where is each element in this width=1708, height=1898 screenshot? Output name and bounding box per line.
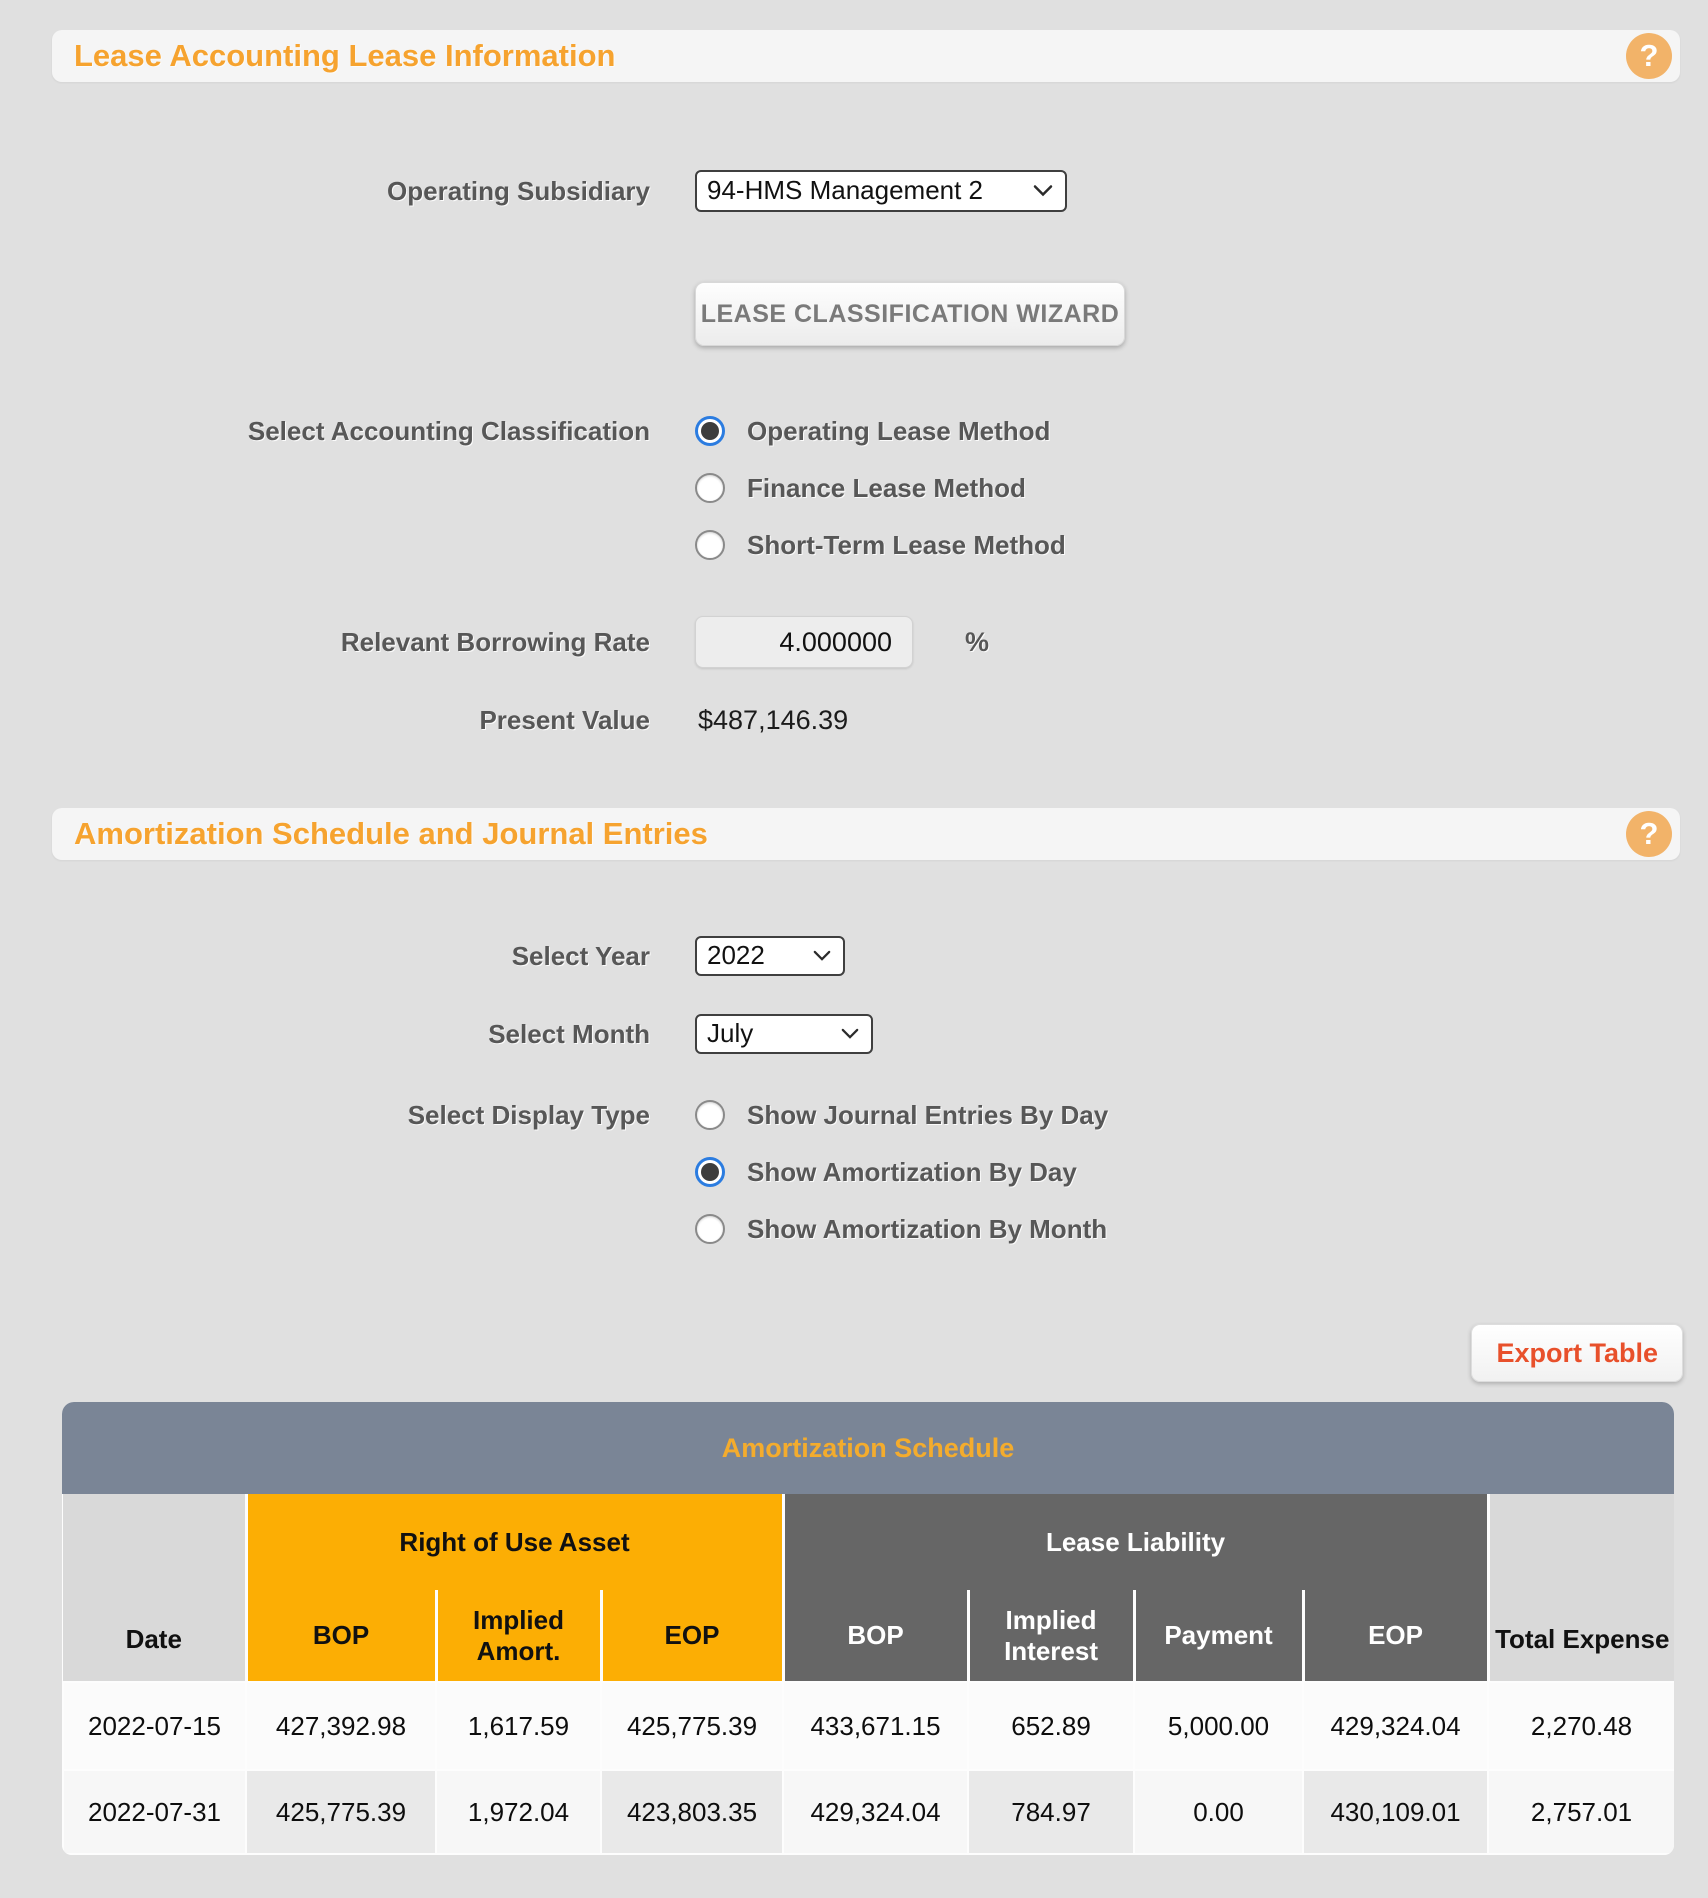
radio-show-journal-entries-by-day[interactable] <box>695 1098 1108 1132</box>
cell-liability-eop: 430,109.01 <box>1303 1770 1488 1854</box>
select-month-label: Select Month <box>488 1018 650 1049</box>
help-icon[interactable] <box>1626 811 1672 857</box>
help-icon[interactable] <box>1626 33 1672 79</box>
table-row <box>63 1682 1674 1770</box>
help-glyph: ? <box>1639 816 1659 851</box>
col-header-liability-implied-interest: Implied Interest <box>968 1590 1134 1682</box>
cell-liability-payment: 5,000.00 <box>1134 1682 1303 1770</box>
page <box>0 30 1708 1855</box>
display-type-label: Select Display Type <box>407 1100 650 1130</box>
cell-rou-implied-amort: 1,972.04 <box>436 1770 601 1854</box>
present-value-label: Present Value <box>479 704 650 735</box>
radio-icon <box>695 1157 725 1187</box>
radio-icon <box>695 473 725 503</box>
radio-short-term-lease-method[interactable] <box>695 528 1066 562</box>
radio-show-amortization-by-month[interactable] <box>695 1212 1108 1246</box>
col-header-date: Date <box>63 1494 246 1682</box>
section-header-amortization <box>52 808 1680 860</box>
col-header-total-expense: Total Expense <box>1488 1494 1674 1682</box>
radio-icon <box>695 416 725 446</box>
cell-date: 2022-07-15 <box>63 1682 246 1770</box>
classification-radio-group <box>695 414 1066 562</box>
cell-total-expense: 2,757.01 <box>1488 1770 1674 1854</box>
cell-liability-implied-interest: 652.89 <box>968 1682 1134 1770</box>
radio-label: Show Amortization By Day <box>747 1156 1077 1187</box>
borrowing-rate-label: Relevant Borrowing Rate <box>340 626 650 657</box>
cell-rou-implied-amort: 1,617.59 <box>436 1682 601 1770</box>
col-header-rou-eop: EOP <box>601 1590 783 1682</box>
cell-liability-implied-interest: 784.97 <box>968 1770 1134 1854</box>
radio-label: Operating Lease Method <box>747 415 1051 446</box>
cell-date: 2022-07-31 <box>63 1770 246 1854</box>
page-title: Lease Accounting Lease Information <box>74 38 616 73</box>
select-year-label: Select Year <box>511 940 650 971</box>
cell-total-expense: 2,270.48 <box>1488 1682 1674 1770</box>
group-header-lease-liability: Lease Liability <box>783 1494 1488 1590</box>
operating-subsidiary-select[interactable] <box>695 170 1067 212</box>
year-select[interactable] <box>695 936 845 976</box>
radio-label: Short-Term Lease Method <box>747 529 1066 560</box>
col-header-liability-eop: EOP <box>1303 1590 1488 1682</box>
radio-icon <box>695 1214 725 1244</box>
percent-unit-label: % <box>965 626 990 657</box>
classification-label: Select Accounting Classification <box>247 416 650 446</box>
cell-liability-bop: 433,671.15 <box>783 1682 968 1770</box>
present-value-amount: $487,146.39 <box>698 704 849 735</box>
display-type-row <box>0 1098 1708 1246</box>
col-header-rou-bop: BOP <box>246 1590 436 1682</box>
table-caption: Amortization Schedule <box>62 1402 1674 1494</box>
operating-subsidiary-label: Operating Subsidiary <box>387 175 650 206</box>
radio-label: Show Amortization By Month <box>747 1213 1108 1244</box>
display-type-radio-group <box>695 1098 1108 1246</box>
section-header-lease-info <box>52 30 1680 82</box>
select-month-row <box>0 1014 1708 1054</box>
amortization-table <box>62 1402 1674 1855</box>
cell-rou-bop: 425,775.39 <box>246 1770 436 1854</box>
col-header-rou-implied-amort: Implied Amort. <box>436 1590 601 1682</box>
lease-classification-wizard-button[interactable]: LEASE CLASSIFICATION WIZARD <box>695 282 1125 346</box>
borrowing-rate-input[interactable] <box>695 616 913 668</box>
radio-icon <box>695 530 725 560</box>
col-header-liability-payment: Payment <box>1134 1590 1303 1682</box>
present-value-row <box>0 700 1708 740</box>
help-glyph: ? <box>1639 38 1659 73</box>
table-row <box>63 1770 1674 1854</box>
group-header-right-of-use-asset: Right of Use Asset <box>246 1494 783 1590</box>
amortization-schedule-table <box>62 1494 1674 1855</box>
section-title: Amortization Schedule and Journal Entries <box>74 816 708 851</box>
month-select[interactable] <box>695 1014 873 1054</box>
cell-liability-payment: 0.00 <box>1134 1770 1303 1854</box>
sub-header-row <box>63 1590 1674 1682</box>
cell-liability-bop: 429,324.04 <box>783 1770 968 1854</box>
export-table-button[interactable]: Export Table <box>1471 1324 1683 1382</box>
radio-icon <box>695 1100 725 1130</box>
radio-label: Show Journal Entries By Day <box>747 1099 1109 1130</box>
radio-operating-lease-method[interactable] <box>695 414 1066 448</box>
cell-rou-bop: 427,392.98 <box>246 1682 436 1770</box>
group-header-row <box>63 1494 1674 1590</box>
radio-show-amortization-by-day[interactable] <box>695 1155 1108 1189</box>
radio-finance-lease-method[interactable] <box>695 471 1066 505</box>
cell-liability-eop: 429,324.04 <box>1303 1682 1488 1770</box>
radio-label: Finance Lease Method <box>747 472 1026 503</box>
cell-rou-eop: 423,803.35 <box>601 1770 783 1854</box>
select-year-row <box>0 936 1708 976</box>
operating-subsidiary-row <box>0 170 1708 212</box>
wizard-row <box>0 282 1708 346</box>
cell-rou-eop: 425,775.39 <box>601 1682 783 1770</box>
col-header-liability-bop: BOP <box>783 1590 968 1682</box>
export-row <box>0 1324 1708 1382</box>
borrowing-rate-row <box>0 616 1708 668</box>
classification-row <box>0 414 1708 562</box>
